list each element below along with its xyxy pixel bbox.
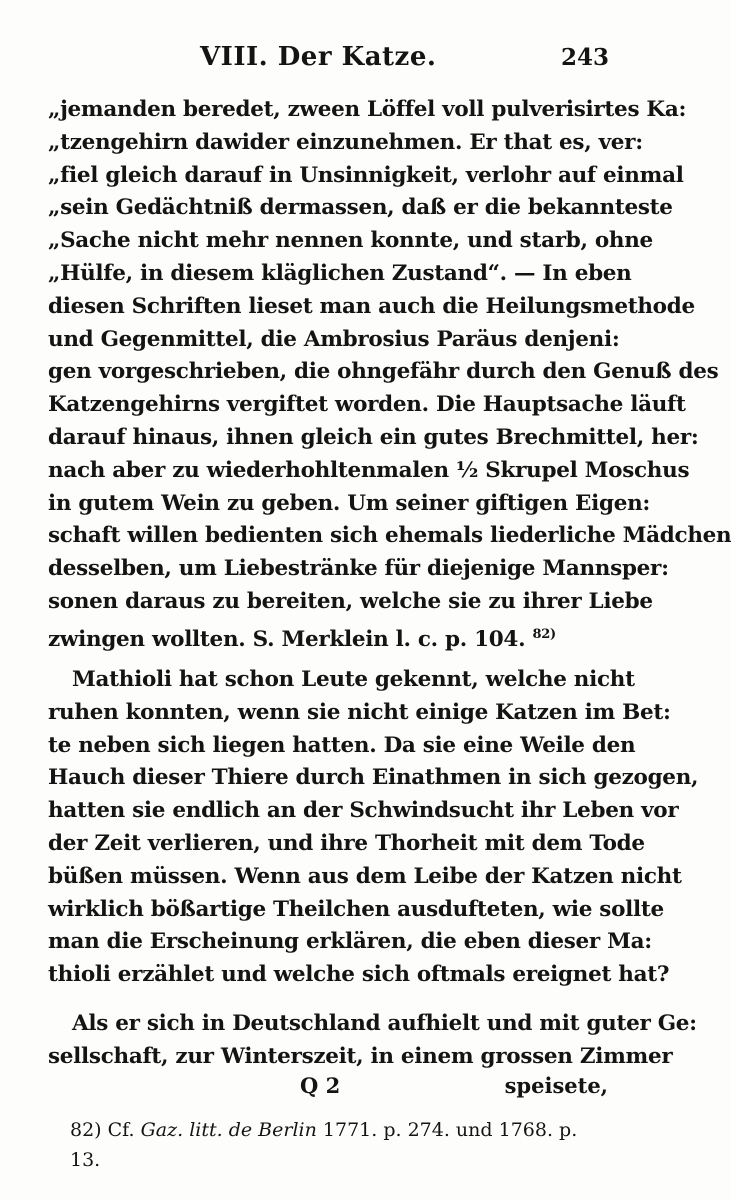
text-line: ruhen konnten, wenn sie nicht einige Katzen im Bet: bbox=[48, 699, 671, 725]
text-line: Als er sich in Deutschland aufhielt und mit guter Ge: bbox=[72, 1011, 697, 1036]
text-line: te neben sich liegen hatten. Da sie eine Weile den bbox=[48, 732, 636, 758]
text-line: man die Erscheinung erklären, die eben dieser Ma: bbox=[48, 929, 652, 955]
page-number: 243 bbox=[560, 44, 609, 71]
paragraph-2 bbox=[48, 664, 699, 992]
footnote bbox=[70, 1115, 615, 1175]
footnote-line bbox=[70, 1115, 615, 1145]
text-line: der Zeit verlieren, und ihre Thorheit mit dem Tode bbox=[48, 830, 645, 856]
footnote-source-title: Gaz. litt. de Berlin bbox=[140, 1119, 317, 1141]
footnote-marker: 82) bbox=[70, 1119, 102, 1141]
text-line-last bbox=[48, 619, 608, 652]
text-line: thioli erzählet und welche sich oftmals ereignet hat? bbox=[48, 962, 670, 988]
running-head: VIII. Der Katze. bbox=[200, 42, 437, 72]
text-line: sonen daraus zu bereiten, welche sie zu ihrer Liebe bbox=[48, 588, 653, 614]
text-line: und Gegenmittel, die Ambrosius Paräus denjeni: bbox=[48, 326, 620, 352]
footnote-continuation: 13. bbox=[70, 1149, 101, 1171]
text-line: diesen Schriften lieset man auch die Heilungsmethode bbox=[48, 293, 695, 319]
text-line: Hauch dieser Thiere durch Einathmen in sich gezogen, bbox=[48, 765, 699, 791]
paragraph-3 bbox=[48, 1008, 697, 1074]
text-line: büßen müssen. Wenn aus dem Leibe der Katzen nicht bbox=[48, 863, 682, 889]
paragraph-1 bbox=[48, 94, 731, 652]
text-line: hatten sie endlich an der Schwindsucht ihr Leben vor bbox=[48, 798, 679, 824]
text-line: schaft willen bedienten sich ehemals liederliche Mädchen bbox=[48, 523, 731, 549]
footnote-reference: 82) bbox=[532, 626, 556, 642]
text-line: wirklich bößartige Theilchen ausdufteten, wie sollte bbox=[48, 896, 664, 922]
text-line: Mathioli hat schon Leute gekennt, welche nicht bbox=[72, 667, 635, 692]
text-line: darauf hinaus, ihnen gleich ein gutes Brechmittel, her: bbox=[48, 424, 699, 450]
text-line: „tzengehirn dawider einzunehmen. Er that es, ver: bbox=[48, 129, 643, 155]
text-line: „Hülfe, in diesem kläglichen Zustand“. — In eben bbox=[48, 260, 632, 286]
text-line: in gutem Wein zu geben. Um seiner giftigen Eigen: bbox=[48, 490, 651, 516]
text-line: sellschaft, zur Winterszeit, in einem grossen Zimmer bbox=[48, 1043, 673, 1069]
text-line: desselben, um Liebestränke für diejenige Mannsper: bbox=[48, 556, 669, 582]
text-line: „Sache nicht mehr nennen konnte, und starb, ohne bbox=[48, 228, 653, 254]
text-line: Katzengehirns vergiftet worden. Die Hauptsache läuft bbox=[48, 392, 686, 418]
catchword: speisete, bbox=[504, 1073, 608, 1098]
text-line: „fiel gleich darauf in Unsinnigkeit, verlohr auf einmal bbox=[48, 162, 684, 188]
footnote-prefix: Cf. bbox=[107, 1119, 135, 1141]
catchword-row bbox=[48, 1073, 608, 1103]
signature-mark: Q 2 bbox=[300, 1073, 341, 1098]
text-line: nach aber zu wiederhohltenmalen ½ Skrupel Moschus bbox=[48, 457, 690, 483]
footnote-text: 1771. p. 274. und 1768. p. bbox=[322, 1119, 578, 1141]
text-line: „jemanden beredet, zween Löffel voll pulverisirtes Ka: bbox=[48, 97, 687, 122]
text-line: gen vorgeschrieben, die ohngefähr durch den Genuß des bbox=[48, 359, 719, 385]
page-header bbox=[0, 42, 639, 82]
text-line: „sein Gedächtniß dermassen, daß er die bekannteste bbox=[48, 195, 673, 221]
text-line-content: zwingen wollten. S. Merklein l. c. p. 104. bbox=[48, 626, 526, 652]
